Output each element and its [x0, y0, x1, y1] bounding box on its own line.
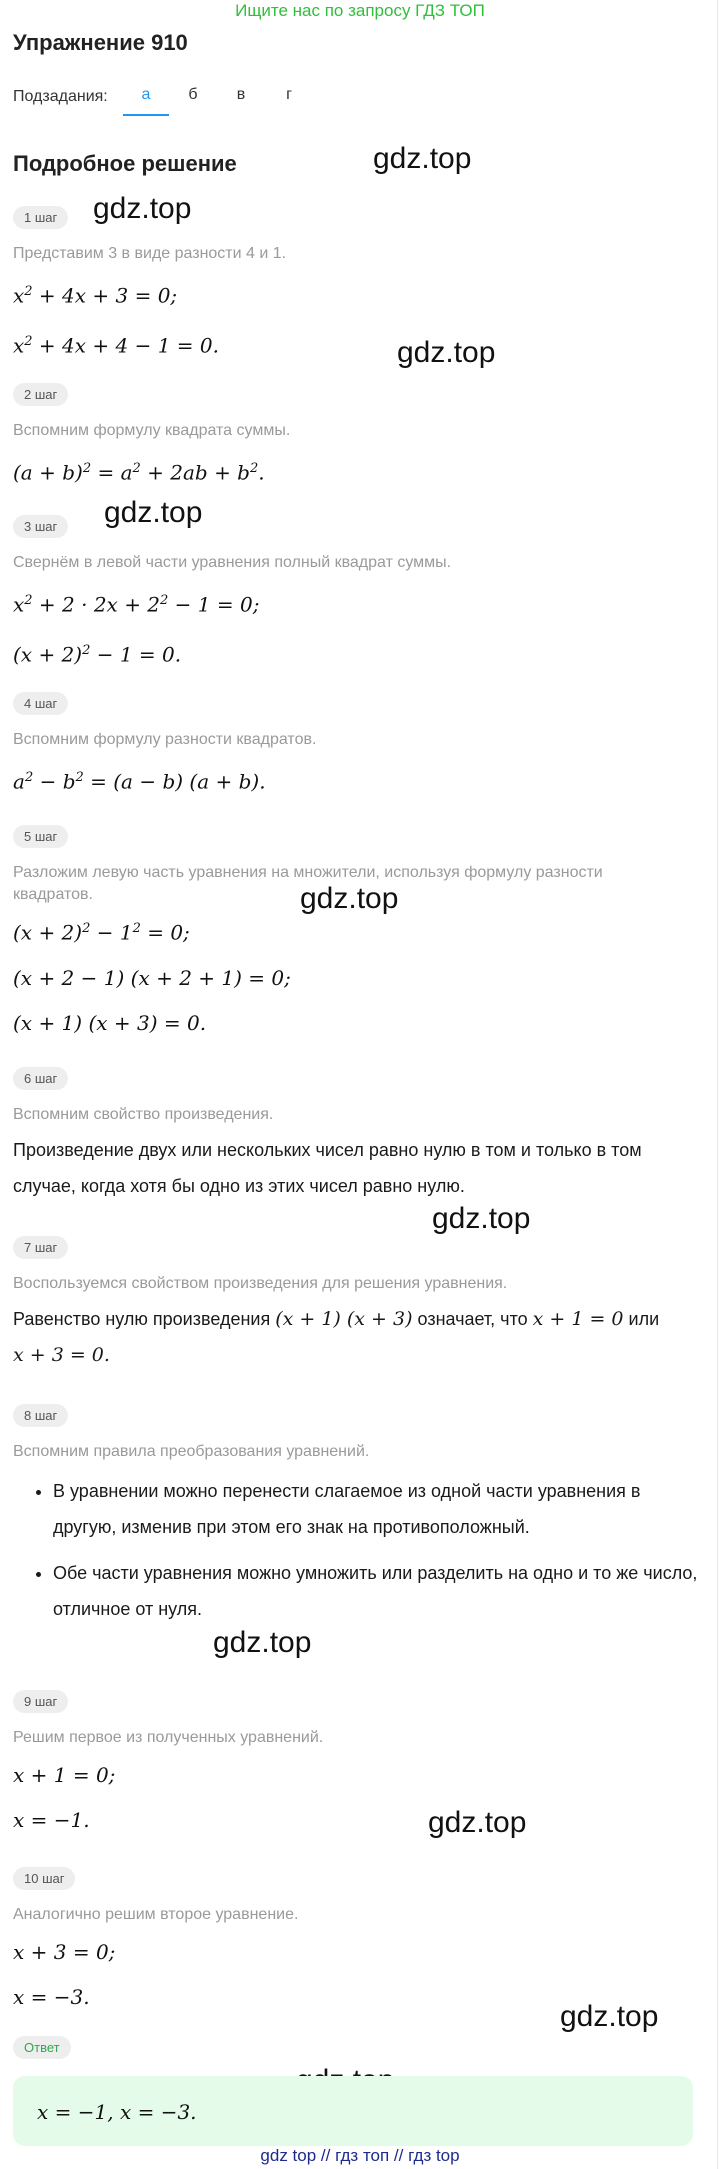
step-description: Решим первое из полученных уравнений.	[13, 1729, 324, 1746]
step-badge: 6 шаг	[13, 1067, 68, 1090]
equation: (x + 1) (x + 3) = 0.	[13, 1010, 207, 1035]
step-badge: 1 шаг	[13, 206, 68, 229]
step-badge: 10 шаг	[13, 1867, 75, 1890]
step-2	[13, 383, 703, 496]
step-description: Разложим левую часть уравнения на множители, используя формулу разности квадратов.	[13, 864, 603, 903]
list-item: • Обе части уравнения можно умножить или разделить на одно и то же число, отличное от нуля.	[53, 1555, 703, 1627]
step-1	[13, 206, 703, 368]
step-description: Аналогично решим второе уравнение.	[13, 1906, 299, 1923]
subtasks-bar	[13, 84, 703, 116]
tab-a[interactable]: а	[123, 86, 169, 116]
watermark: gdz.top	[428, 1806, 527, 1839]
watermark: gdz.top	[104, 496, 203, 529]
step-description: Свернём в левой части уравнения полный квадрат суммы.	[13, 554, 452, 571]
section-title: Подробное решение	[13, 151, 237, 176]
watermark: gdz.top	[560, 2000, 659, 2033]
step-badge: 9 шаг	[13, 1690, 68, 1713]
subtasks-label: Подзадания:	[13, 88, 108, 105]
step-description: Вспомним правила преобразования уравнений.	[13, 1443, 370, 1460]
step-10	[13, 1867, 703, 2020]
step-description: Вспомним свойство произведения.	[13, 1106, 274, 1123]
step-badge: 2 шаг	[13, 383, 68, 406]
step-badge: 3 шаг	[13, 515, 68, 538]
watermark: gdz.top	[373, 142, 472, 175]
property-text: Произведение двух или нескольких чисел равно нулю в том и только в том случае, когда хотя бы одно из этих чисел равно нулю.	[13, 1140, 642, 1196]
watermark: gdz.top	[93, 192, 192, 225]
step-7	[13, 1236, 703, 1373]
step-badge: 4 шаг	[13, 692, 68, 715]
equation: $x^2 + 4x + 3 = 0$;	[13, 283, 178, 308]
equation: $a^2 - b^2 = (a - b) (a + b)$.	[13, 769, 266, 794]
step-3	[13, 515, 703, 677]
tab-b[interactable]: б	[188, 86, 198, 103]
equation: (x + 2 − 1) (x + 2 + 1) = 0;	[13, 965, 291, 990]
step-8	[13, 1404, 703, 1637]
watermark: gdz.top	[300, 882, 399, 915]
step-badge: 8 шаг	[13, 1404, 68, 1427]
equation: x + 1 = 0;	[13, 1763, 116, 1787]
answer-header	[13, 2036, 703, 2059]
answer-box	[13, 2076, 693, 2146]
step-description: Воспользуемся свойством произведения для решения уравнения.	[13, 1275, 508, 1292]
watermark: gdz.top	[397, 336, 496, 369]
watermark: gdz.top	[432, 1202, 531, 1235]
step-description: Вспомним формулу разности квадратов.	[13, 731, 317, 748]
equation: $(a + b)^2 = a^2 + 2ab + b^2$.	[13, 460, 265, 485]
answer-badge: Ответ	[13, 2036, 71, 2059]
equation: $x^2 + 2 \cdot 2x + 2^2 - 1 = 0$;	[13, 592, 260, 617]
equation: x + 3 = 0;	[13, 1940, 116, 1964]
equation: x = −3.	[13, 1985, 90, 2009]
answer-equation: x = −1, x = −3.	[37, 2100, 197, 2124]
step-6	[13, 1067, 703, 1204]
equation: $(x + 2)^2 - 1^2 = 0$;	[13, 920, 190, 945]
search-banner: Ищите нас по запросу ГДЗ ТОП	[235, 1, 485, 20]
step-description: Представим 3 в виде разности 4 и 1.	[13, 245, 287, 262]
equation: $(x + 2)^2 - 1 = 0$.	[13, 642, 182, 667]
step-badge: 7 шаг	[13, 1236, 68, 1259]
list-item: • В уравнении можно перенести слагаемое из одной части уравнения в другую, изменив при этом его знак на противоположный.	[53, 1473, 703, 1545]
rules-list	[13, 1473, 703, 1627]
step-badge: 5 шаг	[13, 825, 68, 848]
step-4	[13, 692, 703, 805]
step-5	[13, 825, 703, 1046]
page-border	[717, 0, 718, 2169]
tab-g[interactable]: г	[286, 86, 292, 103]
footer-links[interactable]: gdz top // гдз топ // гдз top	[260, 2146, 460, 2165]
step-description: Вспомним формулу квадрата суммы.	[13, 422, 291, 439]
watermark: gdz.top	[213, 1626, 312, 1659]
page-title: Упражнение 910	[13, 30, 188, 55]
equation: x = −1.	[13, 1808, 90, 1832]
step-9	[13, 1690, 703, 1843]
tab-v[interactable]: в	[236, 86, 246, 103]
reasoning-text: Равенство нулю произведения (x + 1) (x + 3) означает, что x + 1 = 0 или x + 3 = 0.	[13, 1308, 660, 1366]
equation: $x^2 + 4x + 4 - 1 = 0$.	[13, 333, 219, 358]
